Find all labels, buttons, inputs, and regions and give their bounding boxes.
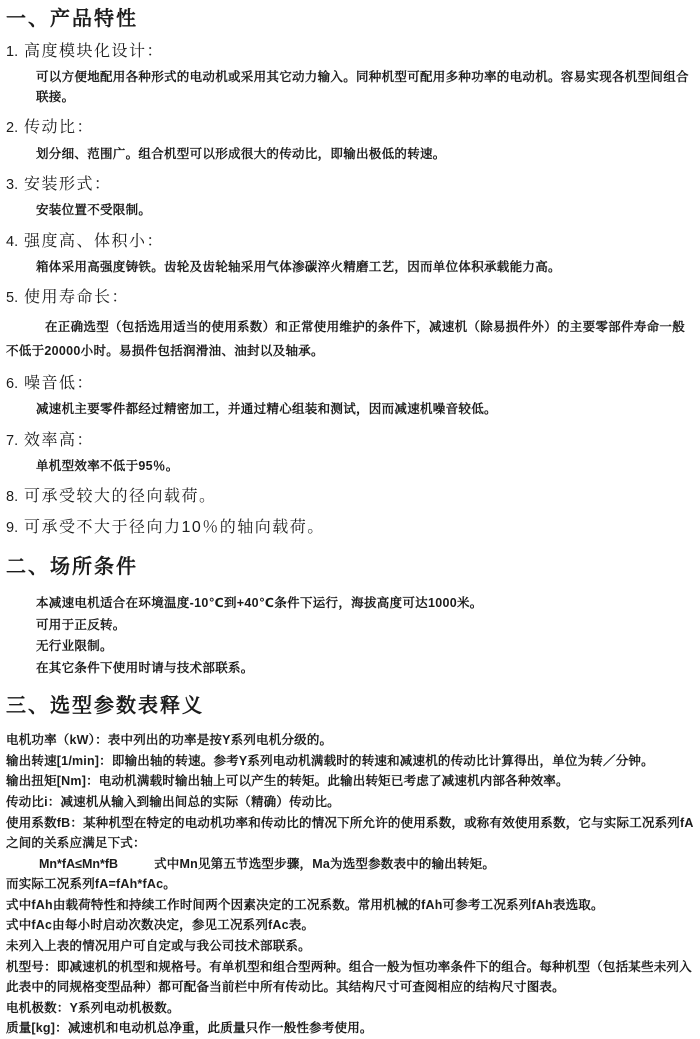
item-title: 安装形式： [24, 175, 112, 193]
item-title: 可承受较大的径向载荷。 [24, 488, 217, 506]
item-head [6, 518, 696, 537]
item-number: 7. [6, 432, 19, 449]
item-number: 9. [6, 519, 19, 536]
item-head [6, 431, 696, 450]
item-body: 减速机主要零件都经过精密加工，并通过精心组装和测试，因而减速机噪音较低。 [36, 402, 497, 417]
item-number: 5. [6, 290, 19, 307]
feature-item-6 [6, 374, 696, 420]
paragraph: 输出转速[1/min]：即输出轴的转速。参考Y系列电动机满载时的转速和减速机的传动比计算得出，单位为转／分钟。 [6, 753, 654, 768]
item-body: 单机型效率不低于95％。 [36, 458, 179, 473]
feature-item-8 [6, 487, 696, 506]
item-number: 3. [6, 176, 19, 193]
feature-item-9 [6, 518, 696, 537]
paragraph: 而实际工况系列fA=fAh*fAc。 [6, 877, 176, 892]
feature-item-2 [6, 118, 696, 164]
paragraph: 质量[kg]：减速机和电动机总净重，此质量只作一般性参考使用。 [6, 1021, 373, 1036]
item-number: 8. [6, 489, 19, 506]
item-head [6, 288, 696, 307]
feature-item-5 [6, 288, 696, 362]
paragraph: 输出扭矩[Nm]：电动机满载时输出轴上可以产生的转矩。此输出转矩已考虑了减速机内部各种效率。 [6, 774, 569, 789]
item-body: 划分细、范围广。组合机型可以形成很大的传动比，即输出极低的转速。 [36, 146, 446, 161]
paragraph: 无行业限制。 [36, 639, 113, 654]
feature-item-1 [6, 42, 696, 107]
formula-expression: Mn*fA≤Mn*fB [39, 856, 119, 871]
item-number: 4. [6, 233, 19, 250]
item-head [6, 232, 696, 251]
section-heading-parameter-table-glossary: 三、选型参数表释义 [6, 695, 204, 718]
item-body: 安装位置不受限制。 [36, 203, 152, 218]
item-number: 6. [6, 375, 19, 392]
item-title: 传动比： [24, 119, 95, 137]
item-title: 强度高、体积小： [24, 232, 165, 250]
item-title: 使用寿命长： [24, 289, 130, 307]
paragraph: 式中fAc由每小时启动次数决定，参见工况系列fAc表。 [6, 918, 315, 933]
paragraph: 电机功率（kW）：表中列出的功率是按Y系列电机分级的。 [6, 733, 333, 748]
item-title: 高度模块化设计： [24, 43, 165, 60]
feature-item-7 [6, 431, 696, 477]
feature-item-3 [6, 175, 696, 221]
paragraph: 式中fAh由载荷特性和持续工作时间两个因素决定的工况系数。常用机械的fAh可参考工况系列fAh表选取。 [6, 897, 604, 912]
formula-line [6, 854, 696, 875]
item-title: 噪音低： [24, 374, 95, 392]
item-body: 可以方便地配用各种形式的电动机或采用其它动力输入。同种机型可配用多种功率的电动机。容易实现各机型间组合联接。 [36, 70, 689, 104]
item-body: 箱体采用高强度铸铁。齿轮及齿轮轴采用气体渗碳淬火精磨工艺，因而单位体积承载能力高。 [36, 260, 561, 275]
item-head [6, 487, 696, 506]
item-head [6, 175, 696, 194]
section-heading-site-conditions: 二、场所条件 [6, 556, 138, 579]
section-heading-product-features: 一、产品特性 [6, 8, 138, 30]
paragraph: 使用系数fB：某种机型在特定的电动机功率和传动比的情况下所允许的使用系数，或称有效使用系数，它与实际工况系列fA之间的关系应满足下式： [6, 815, 694, 851]
item-head [6, 118, 696, 137]
item-title: 可承受不大于径向力10％的轴向载荷。 [24, 518, 325, 536]
paragraph: 在其它条件下使用时请与技术部联系。 [36, 660, 254, 675]
item-head [6, 374, 696, 393]
item-number: 1. [6, 44, 19, 60]
item-title: 效率高： [24, 431, 95, 449]
paragraph: 未列入上表的情况用户可自定或与我公司技术部联系。 [6, 939, 311, 954]
item-head [6, 42, 696, 61]
formula-note: 式中Mn见第五节选型步骤，Ma为选型参数表中的输出转矩。 [154, 856, 496, 871]
paragraph: 本减速电机适合在环境温度-10℃到+40℃条件下运行，海拔高度可达1000米。 [36, 596, 483, 611]
paragraph: 机型号：即减速机的机型和规格号。有单机型和组合型两种。组合一般为恒功率条件下的组合。每种机型（包括某些未列入此表中的同规格变型品种）都可配备当前栏中所有传动比。其结构尺寸可查阅相应的结构尺寸图表。 [6, 959, 692, 995]
item-body: 在正确选型（包括选用适当的使用系数）和正常使用维护的条件下，减速机（除易损件外）的主要零部件寿命一般不低于20000小时。易损件包括润滑油、油封以及轴承。 [6, 319, 686, 358]
paragraph: 可用于正反转。 [36, 617, 126, 632]
paragraph: 传动比i：减速机从输入到输出间总的实际（精确）传动比。 [6, 794, 340, 809]
paragraph: 电机极数：Y系列电动机极数。 [6, 1000, 180, 1015]
feature-item-4 [6, 232, 696, 278]
item-number: 2. [6, 120, 19, 137]
